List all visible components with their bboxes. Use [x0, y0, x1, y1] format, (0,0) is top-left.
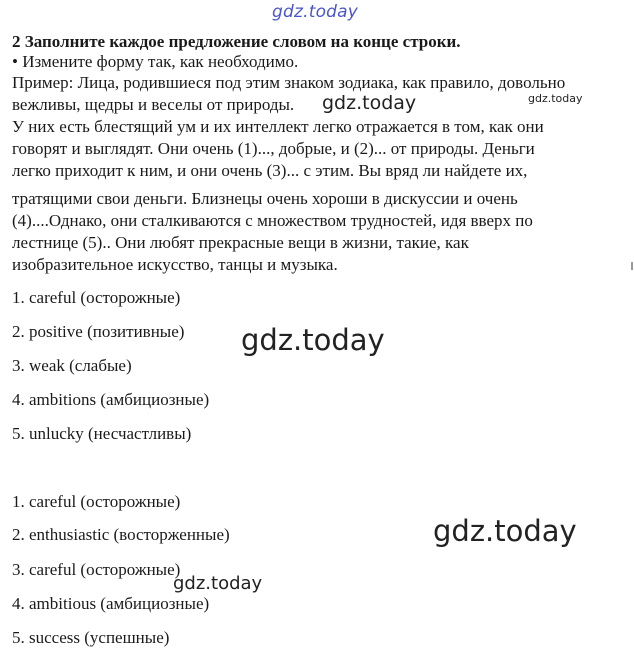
answer-b-4: 4. ambitious (амбициозные)	[12, 594, 210, 613]
answer-b-1: 1. careful (осторожные)	[12, 492, 181, 511]
answer-a-4: 4. ambitions (амбициозные)	[12, 390, 210, 409]
text-line-7: (4)....Однако, они сталкиваются с множеством трудностей, идя вверх по	[12, 211, 533, 230]
watermark-middle: gdz.today	[241, 323, 385, 357]
answer-a-5: 5. unlucky (несчастливы)	[12, 424, 192, 443]
answer-b-5: 5. success (успешные)	[12, 628, 170, 647]
text-line-3: У них есть блестящий ум и их интеллект легко отражается в том, как они	[12, 117, 544, 136]
exercise-instruction: • Измените форму так, как необходимо.	[12, 52, 299, 71]
text-line-1: Пример: Лица, родившиеся под этим знаком зодиака, как правило, довольно	[12, 73, 566, 92]
answer-a-2: 2. positive (позитивные)	[12, 322, 185, 341]
text-line-4: говорят и выглядят. Они очень (1)..., добрые, и (2)... от природы. Деньги	[12, 139, 535, 158]
answer-b-3: 3. careful (осторожные)	[12, 560, 181, 579]
text-line-2: вежливы, щедры и веселы от природы.	[12, 95, 295, 114]
watermark-bottom: gdz.today	[173, 573, 263, 594]
answer-a-3: 3. weak (слабые)	[12, 356, 132, 375]
text-line-5: легко приходит к ним, и они очень (3)... с этим. Вы вряд ли найдете их,	[12, 161, 528, 180]
watermark-right: gdz.today	[433, 514, 577, 548]
watermark-top: gdz.today	[272, 2, 359, 22]
answer-a-1: 1. careful (осторожные)	[12, 288, 181, 307]
text-line-9: изобразительное искусство, танцы и музыка.	[12, 255, 338, 274]
watermark-small-right: gdz.today	[528, 92, 583, 105]
answer-b-2: 2. enthusiastic (восторженные)	[12, 525, 230, 544]
edge-mark	[631, 262, 633, 270]
text-line-6: тратящими свои деньги. Близнецы очень хороши в дискуссии и очень	[12, 189, 518, 208]
watermark-inline: gdz.today	[322, 92, 417, 114]
exercise-title: 2 Заполните каждое предложение словом на конце строки.	[12, 32, 461, 51]
text-line-8: лестнице (5).. Они любят прекрасные вещи в жизни, такие, как	[12, 233, 469, 252]
